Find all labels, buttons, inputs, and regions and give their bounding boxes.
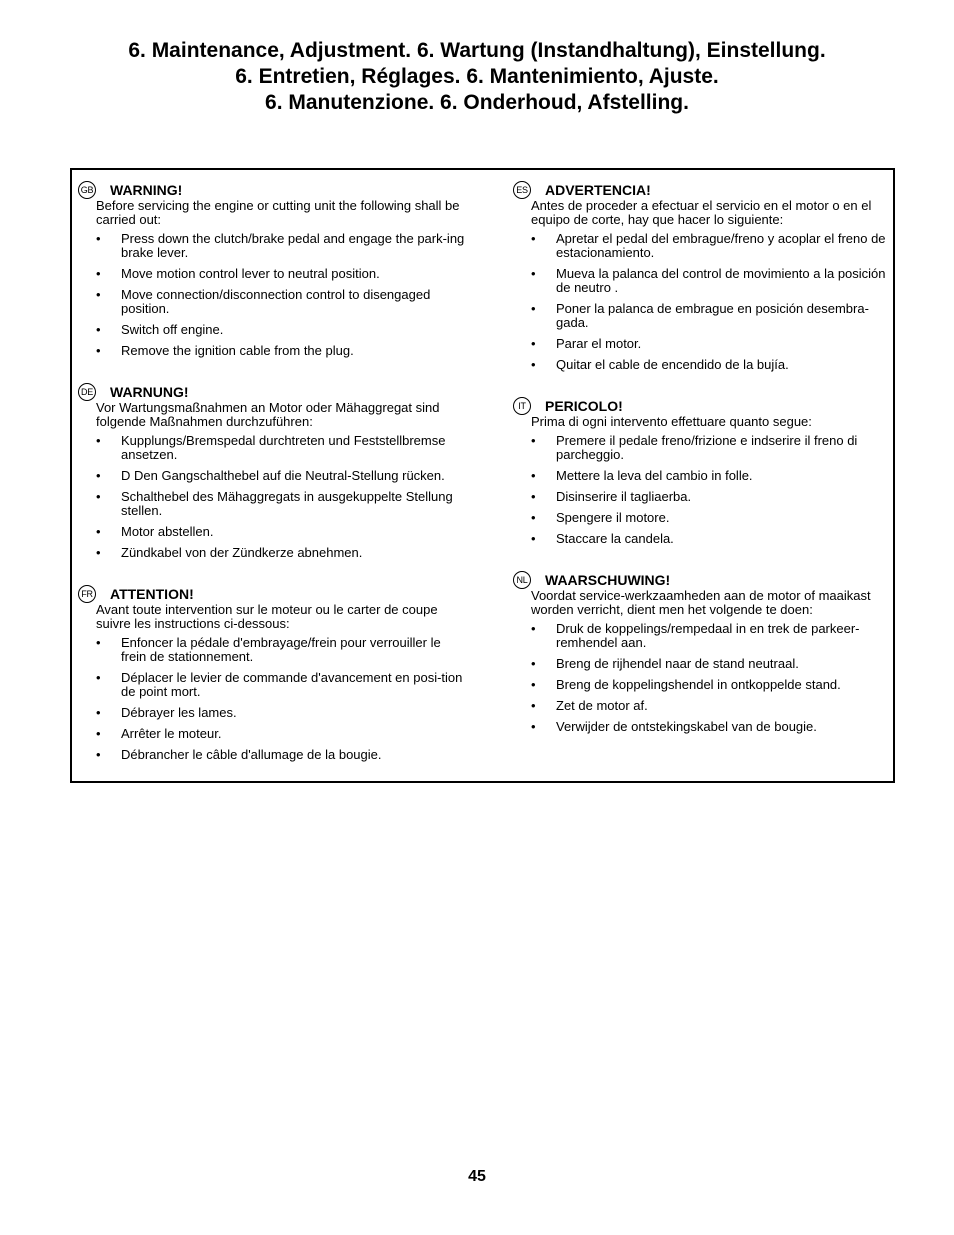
list-item: • Spengere il motore.	[556, 511, 901, 525]
section-de	[78, 381, 468, 567]
list-item: • Druk de koppelings/rempedaal in en trek de parkeer-remhendel aan.	[556, 622, 901, 650]
list-item: • Déplacer le levier de commande d'avancement en posi-tion de point mort.	[121, 671, 466, 699]
list-item: • Zet de motor af.	[556, 699, 901, 713]
list-item: • Premere il pedale freno/frizione e indserire il freno di parcheggio.	[556, 434, 901, 462]
list-item: • Zündkabel von der Zündkerze abnehmen.	[121, 546, 466, 560]
language-badge-es: ES	[513, 181, 531, 199]
section-intro: Voordat service-werkzaamheden aan de motor of maaikast worden verricht, dient men het volgende te doen:	[531, 588, 871, 617]
list-item: • Poner la palanca de embrague en posición desembra-gada.	[556, 302, 901, 330]
instruction-list	[78, 232, 468, 358]
language-badge-gb: GB	[78, 181, 96, 199]
list-item: • Press down the clutch/brake pedal and engage the park-ing brake lever.	[121, 232, 466, 260]
list-item: • Remove the ignition cable from the plug.	[121, 344, 466, 358]
list-item: • Staccare la candela.	[556, 532, 901, 546]
section-intro: Prima di ogni intervento effettuare quanto segue:	[531, 414, 812, 429]
list-item: • Mueva la palanca del control de movimiento a la posición de neutro .	[556, 267, 901, 295]
section-heading: PERICOLO!	[545, 398, 623, 414]
section-intro: Avant toute intervention sur le moteur ou le carter de coupe suivre les instructions ci-dessous:	[96, 602, 438, 631]
list-item: • Move connection/disconnection control to disengaged position.	[121, 288, 466, 316]
section-intro: Antes de proceder a efectuar el servicio en el motor o en el equipo de corte, hay que hacer lo siguiente:	[531, 198, 872, 227]
list-item: • D Den Gangschalthebel auf die Neutral-Stellung rücken.	[121, 469, 466, 483]
section-intro: Vor Wartungsmaßnahmen an Motor oder Mähaggregat sind folgende Maßnahmen durchzuführen:	[96, 400, 440, 429]
list-item: • Breng de rijhendel naar de stand neutraal.	[556, 657, 901, 671]
section-heading: WAARSCHUWING!	[545, 572, 671, 588]
list-item: • Quitar el cable de encendido de la bujía.	[556, 358, 901, 372]
instruction-list	[513, 434, 903, 546]
title-line: 6. Entretien, Réglages. 6. Mantenimiento, Ajuste.	[235, 65, 719, 88]
instruction-list	[513, 622, 903, 734]
section-heading: WARNING!	[110, 182, 183, 198]
list-item: • Motor abstellen.	[121, 525, 466, 539]
list-item: • Move motion control lever to neutral position.	[121, 267, 466, 281]
section-intro: Before servicing the engine or cutting unit the following shall be carried out:	[96, 198, 460, 227]
language-badge-it: IT	[513, 397, 531, 415]
section-heading: ATTENTION!	[110, 586, 194, 602]
list-item: • Disinserire il tagliaerba.	[556, 490, 901, 504]
list-item: • Débrancher le câble d'allumage de la bougie.	[121, 748, 466, 762]
section-nl	[513, 569, 903, 741]
list-item: • Switch off engine.	[121, 323, 466, 337]
section-heading: WARNUNG!	[110, 384, 189, 400]
instruction-list	[78, 636, 468, 762]
section-it	[513, 395, 903, 553]
language-badge-nl: NL	[513, 571, 531, 589]
page-title	[0, 38, 954, 116]
warning-box	[70, 168, 895, 783]
instruction-list	[513, 232, 903, 372]
list-item: • Parar el motor.	[556, 337, 901, 351]
list-item: • Apretar el pedal del embrague/freno y acoplar el freno de estacionamiento.	[556, 232, 901, 260]
section-heading: ADVERTENCIA!	[545, 182, 651, 198]
list-item: • Mettere la leva del cambio in folle.	[556, 469, 901, 483]
language-badge-de: DE	[78, 383, 96, 401]
section-es	[513, 179, 903, 379]
list-item: • Kupplungs/Bremspedal durchtreten und Feststellbremse ansetzen.	[121, 434, 466, 462]
title-line: 6. Maintenance, Adjustment. 6. Wartung (Instandhaltung), Einstellung.	[128, 39, 826, 62]
title-line: 6. Manutenzione. 6. Onderhoud, Afstelling.	[265, 91, 689, 114]
section-fr	[78, 583, 468, 769]
list-item: • Schalthebel des Mähaggregats in ausgekuppelte Stellung stellen.	[121, 490, 466, 518]
section-gb	[78, 179, 468, 365]
list-item: • Arrêter le moteur.	[121, 727, 466, 741]
list-item: • Débrayer les lames.	[121, 706, 466, 720]
instruction-list	[78, 434, 468, 560]
list-item: • Enfoncer la pédale d'embrayage/frein pour verrouiller le frein de stationnement.	[121, 636, 466, 664]
page-number: 45	[468, 1168, 486, 1185]
language-badge-fr: FR	[78, 585, 96, 603]
list-item: • Breng de koppelingshendel in ontkoppelde stand.	[556, 678, 901, 692]
list-item: • Verwijder de ontstekingskabel van de bougie.	[556, 720, 901, 734]
